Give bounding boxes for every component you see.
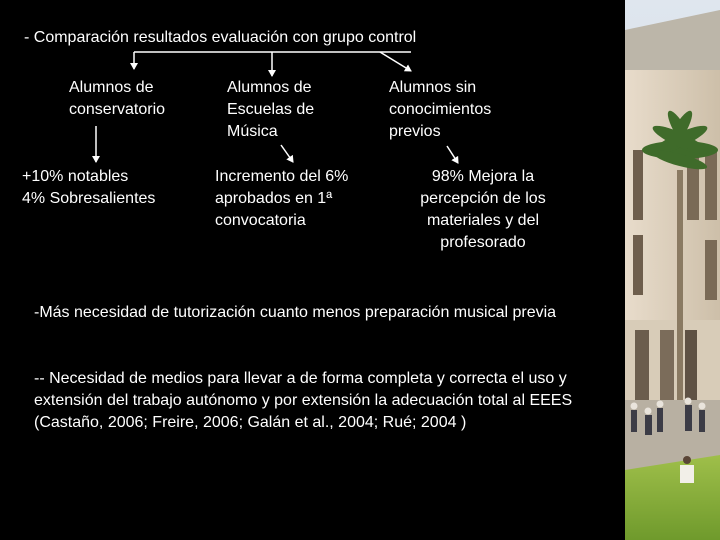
group-line: Alumnos de [227,79,312,96]
result-line: +10% notables [22,168,129,185]
slide-heading: - Comparación resultados evaluación con grupo control [24,29,417,46]
conclusion-medios: -- Necesidad de medios para llevar a de forma completa y correcta el uso y extensión del trabajo autónomo y por extensión la adecuación total al EEES (Castaño, 2006; Freire, 2006; Galán et al., 2004; Rué; 2004 ) [34,370,573,431]
arrow-escuelas-result [281,145,293,162]
conclusion-tutorizacion: -Más necesidad de tutorización cuanto menos preparación musical previa [34,304,557,321]
result-line: percepción de los [420,190,546,207]
campus-photo [625,0,720,540]
group-line: conservatorio [69,101,166,118]
group-line: Escuelas de [227,101,315,118]
group-line: Música [227,123,278,140]
group-line: previos [389,123,441,140]
arrow-sin-conocimientos-result [447,146,458,163]
result-line: profesorado [440,234,526,251]
result-line: convocatoria [215,212,306,229]
result-line: Incremento del 6% [215,168,349,185]
group-line: Alumnos sin [389,79,477,96]
group-line: Alumnos de [69,79,154,96]
result-line: materiales y del [426,212,540,229]
result-line: 98% Mejora la [431,168,535,185]
group-line: conocimientos [389,101,492,118]
result-line: aprobados en 1ª [215,190,333,207]
result-line: 4% Sobresalientes [22,190,156,207]
bracket-arrow-sin-conocimientos [380,52,411,71]
